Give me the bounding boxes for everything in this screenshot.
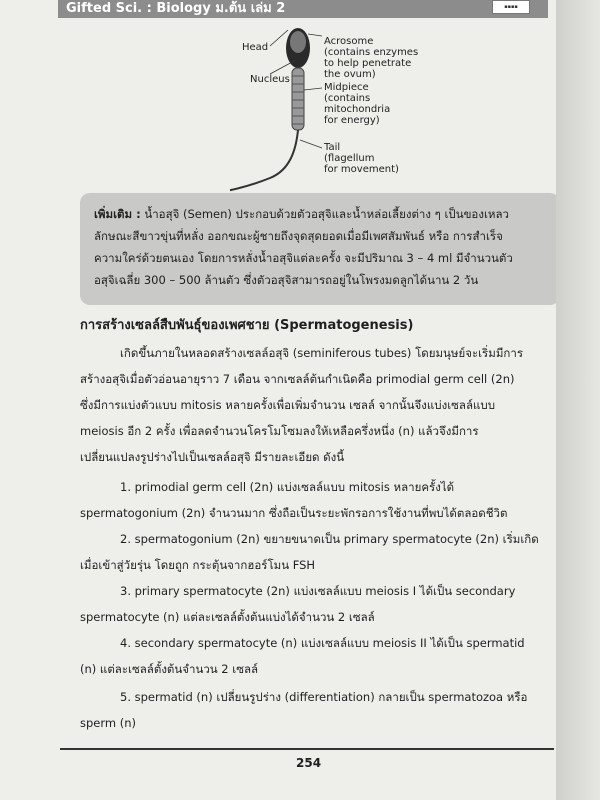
publisher-logo: ▪▪▪▪: [492, 0, 530, 14]
sperm-tail: [230, 130, 298, 196]
step-1: 1. primodial germ cell (2n) แบ่งเซลล์แบบ mitosis หลายครั้งได้ spermatogonium (2n) จำนวนมาก ซึ่งถือเป็นระยะพักรอการใช้งานที่พบได้ตลอดชีวิต: [80, 480, 508, 520]
section-title: การสร้างเซลล์สืบพันธุ์ของเพศชาย (Spermatogenesis): [80, 318, 414, 333]
label-nucleus: Nucleus: [250, 74, 290, 85]
info-box: [80, 193, 560, 305]
label-tail: Tail (flagellum for movement): [324, 142, 399, 175]
info-line-1: น้ำอสุจิ (Semen) ประกอบด้วยตัวอสุจิและน้ำหล่อเลี้ยงต่าง ๆ เป็นของเหลว: [144, 207, 509, 221]
step-4: 4. secondary spermatocyte (n) แบ่งเซลล์แบบ meiosis II ได้เป็น spermatid (n) แต่ละเซลล์ตั้งต้นจำนวน 2 เซลล์: [80, 636, 525, 676]
info-line-2: ลักษณะสีขาวขุ่นที่หลั่ง ออกขณะผู้ชายถึงจุดสุดยอดเมื่อมีเพศสัมพันธ์ หรือ การสำเร็จ: [94, 229, 503, 243]
sperm-nucleus: [290, 31, 306, 53]
adjacent-page-edge: [556, 0, 600, 800]
label-midpiece: Midpiece (contains mitochondria for energy): [324, 82, 391, 126]
label-head: Head: [242, 42, 269, 53]
page-number: 254: [296, 756, 322, 770]
intro-paragraph: เกิดขึ้นภายในหลอดสร้างเซลล์อสุจิ (seminiferous tubes) โดยมนุษย์จะเริ่มมีการ สร้างอสุจิเมื่อตัวอ่อนอายุราว 7 เดือน จากเซลล์ต้นกำเนิดคือ primodial germ cell (2n) ซึ่งมีการแบ่งตัวแบบ mitosis หลายครั้งเพื่อเพิ่มจำนวน เซลล์ จากนั้นจึงแบ่งเซลล์แบบ meiosis อีก 2 ครั้ง เพื่อลดจำนวนโครโมโซมลงให้เหลือครึ่งหนึ่ง (n) แล้วจึงมีการ เปลี่ยนแปลงรูปร่างไปเป็นเซลล์อสุจิ มีรายละเอียด ดังนี้: [80, 346, 523, 464]
footer-rule: [60, 748, 554, 750]
step-5: 5. spermatid (n) เปลี่ยนรูปร่าง (differentiation) กลายเป็น spermatozoa หรือ sperm (n): [80, 690, 528, 730]
step-2: 2. spermatogonium (2n) ขยายขนาดเป็น primary spermatocyte (2n) เริ่มเกิด เมื่อเข้าสู่วัยรุ่น โดยถูก กระตุ้นจากฮอร์โมน FSH: [80, 532, 539, 572]
info-line-4: อสุจิเฉลี่ย 300 – 500 ล้านตัว ซึ่งตัวอสุจิสามารถอยู่ในโพรงมดลูกได้นาน 2 วัน: [94, 273, 479, 287]
page-header: [58, 0, 548, 18]
info-line-3: ความใคร่ด้วยตนเอง โดยการหลั่งน้ำอสุจิแต่ละครั้ง จะมีปริมาณ 3 – 4 ml มีจำนวนตัว: [94, 251, 513, 265]
info-label: เพิ่มเติม :: [94, 207, 141, 221]
label-acrosome: Acrosome (contains enzymes to help penetrate the ovum): [324, 36, 419, 80]
sperm-midpiece: [292, 68, 304, 130]
header-title: Gifted Sci. : Biology ม.ต้น เล่ม 2: [66, 1, 286, 16]
step-3: 3. primary spermatocyte (2n) แบ่งเซลล์แบบ meiosis I ได้เป็น secondary spermatocyte (n) แต่ละเซลล์ตั้งต้นแบ่งได้จำนวน 2 เซลล์: [80, 584, 516, 624]
